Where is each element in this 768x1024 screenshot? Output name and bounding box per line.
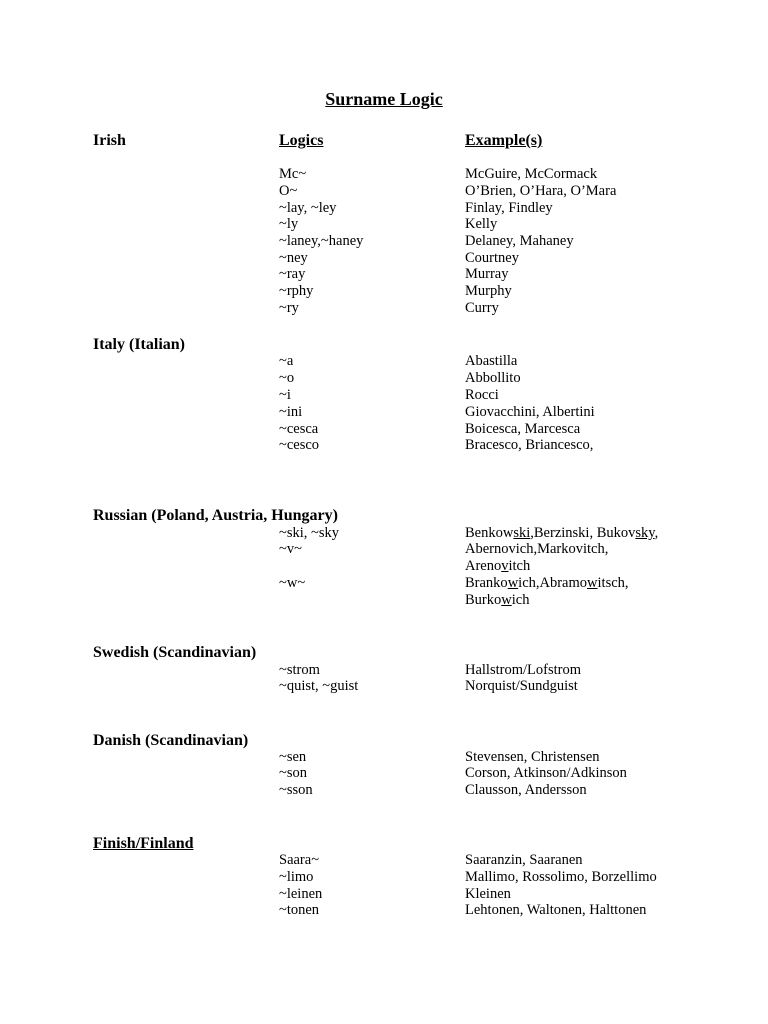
example-cell: Abernovich,Markovitch, (465, 541, 609, 557)
logic-cell: ~lay, ~ley (279, 200, 337, 216)
section-heading-finland: Finish/Finland (93, 835, 194, 852)
document-title: Surname Logic (325, 89, 443, 109)
logic-cell: ~ly (279, 216, 299, 232)
logic-cell: ~laney,~haney (279, 233, 364, 249)
logic-cell: ~ray (279, 266, 306, 282)
logic-cell: Mc~ (279, 166, 307, 182)
example-part-underlined: w (587, 575, 598, 591)
example-cell: Norquist/Sundguist (465, 678, 578, 694)
example-cell: Finlay, Findley (465, 200, 553, 216)
example-part: ich,Abramo (518, 575, 588, 591)
example-part-underlined: ski (513, 525, 531, 541)
example-part: Benkow (465, 525, 514, 541)
example-part: itch (508, 558, 531, 574)
logic-cell: ~son (279, 765, 307, 781)
example-cell: Giovacchini, Albertini (465, 404, 595, 420)
logic-cell: ~limo (279, 869, 314, 885)
section-heading-swedish: Swedish (Scandinavian) (93, 644, 257, 661)
logic-cell: ~sen (279, 749, 307, 765)
example-part: itsch, (597, 575, 629, 591)
example-cell: Abastilla (465, 353, 518, 369)
example-cell (465, 592, 529, 609)
example-part-underlined: w (507, 575, 519, 591)
logic-cell: ~strom (279, 662, 320, 678)
logic-cell: ~sson (279, 782, 313, 798)
section-heading-russian: Russian (Poland, Austria, Hungary) (93, 507, 338, 524)
example-cell (465, 558, 530, 575)
column-header-logics: Logics (279, 132, 324, 149)
example-cell: Delaney, Mahaney (465, 233, 574, 249)
logic-cell: ~v~ (279, 541, 302, 557)
example-cell (465, 525, 658, 542)
logic-cell: ~o (279, 370, 295, 386)
logic-cell: ~ney (279, 250, 308, 266)
logic-cell: ~tonen (279, 902, 320, 918)
example-cell: Mallimo, Rossolimo, Borzellimo (465, 869, 657, 885)
example-cell: McGuire, McCormack (465, 166, 598, 182)
column-header-examples: Example(s) (465, 132, 543, 149)
example-cell: Murray (465, 266, 509, 282)
example-cell: Murphy (465, 283, 512, 299)
example-cell: Hallstrom/Lofstrom (465, 662, 581, 678)
logic-cell: ~cesco (279, 437, 320, 453)
logic-cell: ~ry (279, 300, 299, 316)
example-cell: Lehtonen, Waltonen, Halttonen (465, 902, 647, 918)
example-part: Branko (465, 575, 508, 591)
logic-cell: ~leinen (279, 886, 323, 902)
logic-cell: ~ski, ~sky (279, 525, 340, 541)
example-cell: Kleinen (465, 886, 511, 902)
example-part-underlined: sky (635, 525, 655, 541)
section-heading-irish: Irish (93, 132, 126, 149)
example-cell: Stevensen, Christensen (465, 749, 600, 765)
example-cell: Bracesco, Briancesco, (465, 437, 594, 453)
example-cell: Rocci (465, 387, 499, 403)
example-part-underlined: v (501, 558, 509, 574)
logic-cell: ~i (279, 387, 291, 403)
section-heading-danish: Danish (Scandinavian) (93, 732, 249, 749)
example-cell (465, 575, 629, 592)
logic-cell: Saara~ (279, 852, 320, 868)
example-cell: O’Brien, O’Hara, O’Mara (465, 183, 617, 199)
example-cell: Clausson, Andersson (465, 782, 587, 798)
logic-cell: O~ (279, 183, 298, 199)
logic-cell: ~quist, ~guist (279, 678, 359, 694)
example-cell: Kelly (465, 216, 498, 232)
example-cell: Corson, Atkinson/Adkinson (465, 765, 627, 781)
logic-cell: ~cesca (279, 421, 319, 437)
example-cell: Courtney (465, 250, 519, 266)
logic-cell: ~rphy (279, 283, 314, 299)
logic-cell: ~w~ (279, 575, 306, 591)
example-part: ,Berzinski, Bukov (530, 525, 636, 541)
example-cell: Abbollito (465, 370, 521, 386)
example-cell: Saaranzin, Saaranen (465, 852, 583, 868)
logic-cell: ~a (279, 353, 294, 369)
section-heading-italy: Italy (Italian) (93, 336, 185, 353)
example-part: , (654, 525, 659, 541)
example-part-underlined: w (501, 592, 512, 608)
logic-cell: ~ini (279, 404, 303, 420)
example-part: Burko (465, 592, 502, 608)
example-cell: Boicesca, Marcesca (465, 421, 581, 437)
example-part: Areno (465, 558, 502, 574)
example-cell: Curry (465, 300, 499, 316)
example-part: ich (511, 592, 530, 608)
